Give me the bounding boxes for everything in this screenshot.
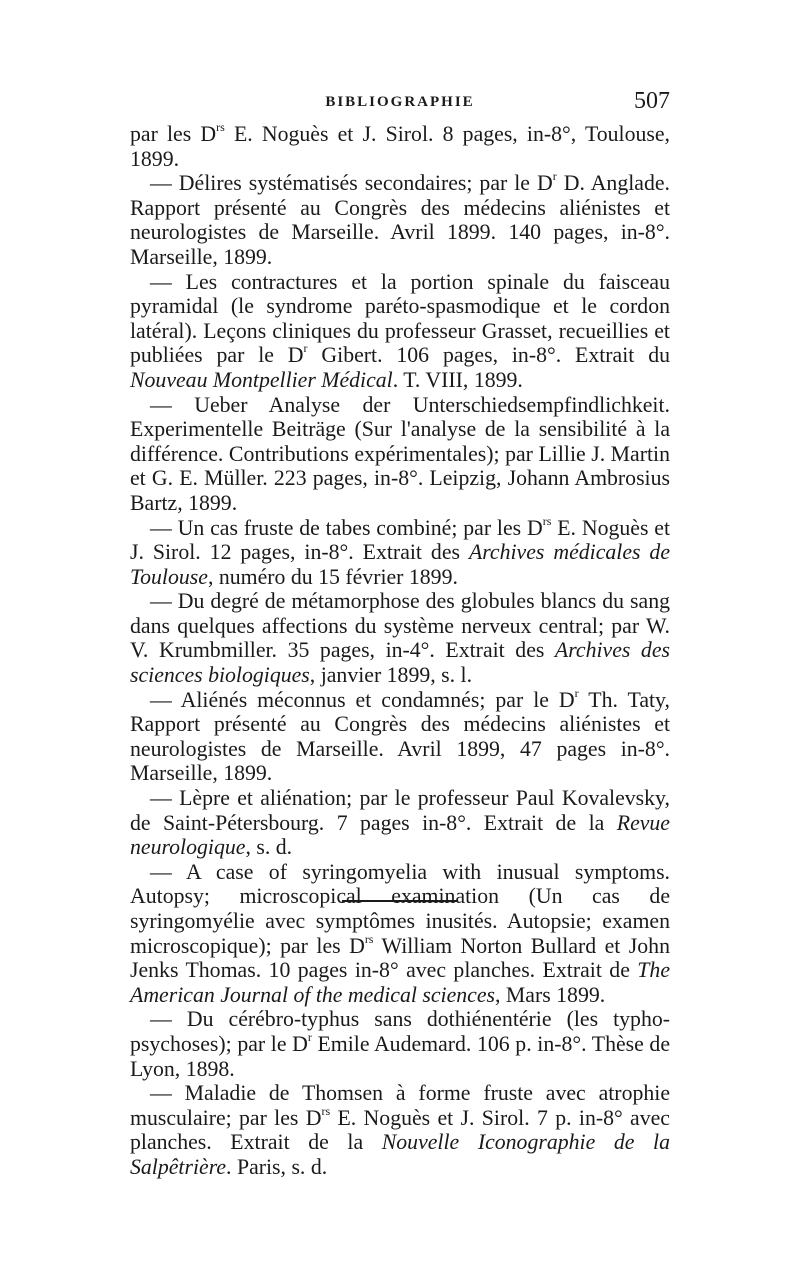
superscript: r	[303, 341, 308, 356]
bibliography-entry	[130, 513, 671, 590]
italic-title: The American Journal of the medical sciences	[130, 958, 670, 1007]
entry-text: E. Noguès et J. Sirol. 8 pages, in-8°, Toulouse, 1899.	[130, 122, 671, 171]
entry-text: D. Anglade. Rapport présenté au Congrès des médecins aliénistes et neurologistes de Marseille. Avril 1899. 140 pages, in-8°. Marseille, 1899.	[130, 171, 670, 269]
entry-text: , numéro du 15 février 1899.	[207, 564, 458, 589]
superscript: rs	[542, 513, 552, 528]
page-header	[130, 88, 670, 122]
entry-text: , s. d.	[245, 835, 293, 860]
entry-text: — A case of syringomyelia with inusual symptoms. Autopsy; microscopical examination (Un cas de syringomyélie avec symptômes inusités. Autopsie; examen microscopique); par les D	[130, 859, 670, 958]
superscript: r	[552, 169, 557, 183]
entry-text: E. Noguès et J. Sirol. 12 pages, in-8°. Extrait des	[130, 515, 671, 565]
bibliography-entry	[130, 589, 670, 687]
entry-text: . T. VIII, 1899.	[392, 367, 523, 392]
bibliography-entry	[130, 119, 671, 171]
entry-text: — Maladie de Thomsen à forme fruste avec atrophie musculaire; par les D	[130, 1081, 670, 1130]
page-number: 507	[634, 88, 670, 114]
entry-text: — Aliénés méconnus et condamnés; par le D	[150, 687, 575, 712]
entry-text: — Du degré de métamorphose des globules blancs du sang dans quelques affections du système nerveux central; par W. V. Krumbmiller. 35 pages, in-4°. Extrait des	[130, 589, 670, 663]
entry-text: Th. Taty, Rapport présenté au Congrès des médecins aliénistes et neurologistes de Marseille. Avril 1899, 47 pages in-8°. Marseille, 1899.	[130, 687, 670, 786]
entry-text: par les D	[130, 122, 217, 146]
entry-text: — Lèpre et aliénation; par le professeur Paul Kovalevsky, de Saint-Pétersbourg. 7 pages in-8°. Extrait de la	[130, 786, 670, 835]
superscript: rs	[364, 931, 374, 946]
bibliography-entry	[130, 685, 670, 786]
superscript: r	[307, 1029, 312, 1044]
bibliography-entry	[130, 171, 670, 269]
bibliography-entry	[130, 1081, 670, 1179]
entry-text: Gibert. 106 pages, in-8°. Extrait du	[307, 343, 670, 368]
superscript: rs	[216, 119, 225, 134]
entry-text: — Les contractures et la portion spinale du faisceau pyramidal (le syndrome paréto-spasmodique et le cordon latéral). Leçons cliniques du professeur Grasset, recueillies et publiées par le D	[130, 269, 670, 368]
entry-text: William Norton Bullard et John Jenks Thomas. 10 pages in-8° avec planches. Extrait de	[130, 933, 670, 983]
entry-text: , Mars 1899.	[495, 982, 606, 1007]
italic-title: Archives médicales de Toulouse	[130, 540, 671, 589]
entry-text: — Du cérébro-typhus sans dothiénentérie (les typho-psychoses); par le D	[130, 1007, 670, 1056]
italic-title: Nouvelle Iconographie de la Salpêtrière	[130, 1130, 670, 1179]
bibliography-entry	[130, 393, 670, 516]
superscript: r	[574, 685, 579, 700]
entry-text: — Délires systématisés secondaires; par le D	[150, 171, 553, 196]
italic-title: Nouveau Montpellier Médical	[130, 367, 393, 392]
entry-text: — Un cas fruste de tabes combiné; par les D	[150, 515, 543, 540]
italic-title: Revue neurologique	[130, 810, 670, 860]
entry-text: Emile Audemard. 106 p. in-8°. Thèse de Lyon, 1898.	[130, 1031, 670, 1081]
bibliography-entry	[130, 1007, 670, 1081]
bibliography-text	[130, 119, 671, 1180]
bibliography-entry	[130, 860, 670, 1008]
bibliography-entry	[130, 270, 670, 393]
superscript: rs	[321, 1103, 331, 1118]
italic-title: Archives des sciences biologiques	[130, 638, 670, 688]
end-rule	[342, 900, 458, 902]
entry-text: E. Noguès et J. Sirol. 7 p. in-8° avec planches. Extrait de la	[130, 1105, 670, 1155]
running-title: BIBLIOGRAPHIE	[325, 94, 475, 110]
bibliography-entry	[130, 786, 670, 860]
entry-text: , janvier 1899, s. l.	[309, 663, 473, 688]
entry-text: — Ueber Analyse der Unterschiedsempfindlichkeit. Experimentelle Beiträge (Sur l'analyse de la sensibilité à la différence. Contributions expérimentales); par Lillie J. Martin et G. E. Müller. 223 pages, in-8°. Leipzig, Johann Ambrosius Bartz, 1899.	[130, 392, 670, 515]
entry-text: . Paris, s. d.	[226, 1154, 328, 1179]
